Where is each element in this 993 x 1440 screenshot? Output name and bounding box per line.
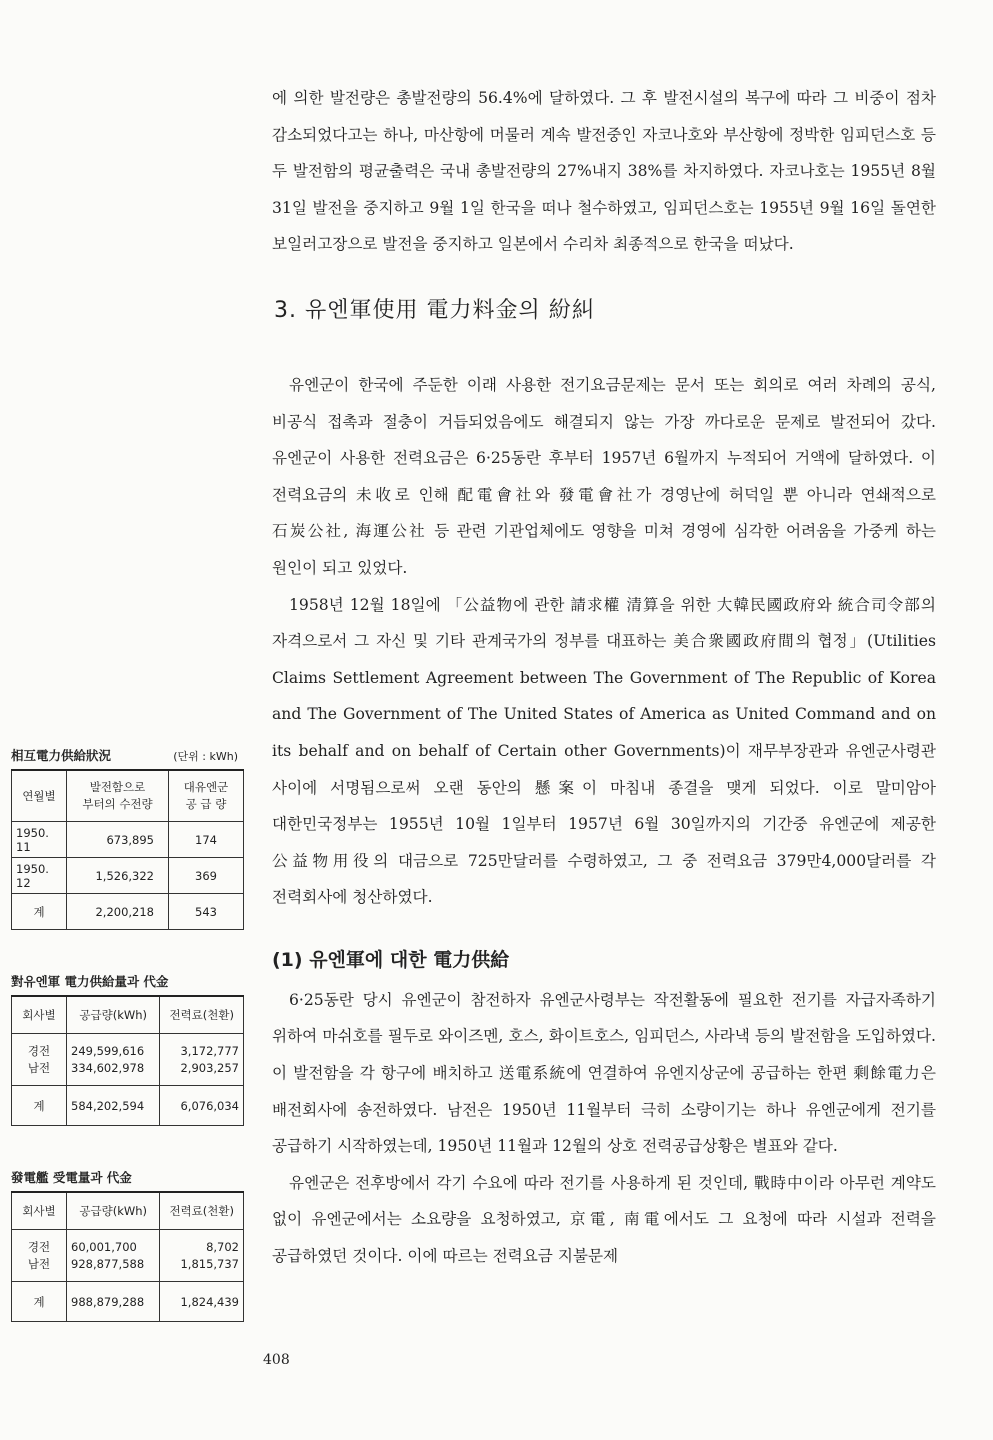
subsection-title: (1) 유엔軍에 대한 電力供給 bbox=[272, 948, 510, 971]
table-cell: 543 bbox=[169, 894, 244, 930]
header-cell: 전력료(천환) bbox=[160, 1192, 244, 1230]
table-cell: 1,824,439 bbox=[160, 1282, 244, 1322]
table-cell: 1,526,322 bbox=[67, 858, 169, 894]
table-cell: 계 bbox=[12, 894, 67, 930]
table-row bbox=[12, 1230, 244, 1282]
section-title: 3. 유엔軍使用 電力料金의 紛糾 bbox=[274, 297, 595, 323]
header-cell: 회사별 bbox=[12, 1192, 67, 1230]
main-text-column bbox=[272, 80, 936, 1275]
table-cell: 1950. 12 bbox=[12, 858, 67, 894]
fee-value: 1,815,737 bbox=[180, 1256, 239, 1271]
table-row bbox=[12, 894, 244, 930]
table-cell: 계 bbox=[12, 1282, 67, 1322]
table-1-title: 相互電力供給狀況 bbox=[11, 748, 112, 763]
table-row bbox=[12, 858, 244, 894]
company-name: 경전 bbox=[27, 1043, 51, 1058]
supply-value: 928,877,588 bbox=[71, 1256, 145, 1271]
table-row bbox=[12, 1086, 244, 1126]
table-3-caption bbox=[11, 1168, 244, 1186]
table-cell: 988,879,288 bbox=[67, 1282, 160, 1322]
header-cell: 공급량(kWh) bbox=[67, 1192, 160, 1230]
table-cell bbox=[67, 1034, 160, 1086]
table-cell bbox=[160, 1230, 244, 1282]
side-table-2 bbox=[11, 972, 244, 1126]
table-2-caption bbox=[11, 972, 244, 990]
table-row bbox=[12, 1282, 244, 1322]
table-2 bbox=[11, 995, 244, 1126]
table-cell: 369 bbox=[169, 858, 244, 894]
supply-value: 334,602,978 bbox=[71, 1060, 145, 1075]
header-line: 부터의 수전량 bbox=[82, 797, 153, 811]
table-row bbox=[12, 1034, 244, 1086]
table-cell bbox=[67, 1230, 160, 1282]
table-header-row bbox=[12, 770, 244, 822]
table-cell bbox=[160, 1034, 244, 1086]
paragraph-5: 유엔군은 전후방에서 각기 수요에 따라 전기를 사용하게 된 것인데, 戰時中이라 아무런 계약도 없이 유엔군에서는 소요량을 요청하였고, 京電, 南電에서도 그 요청에 따라 시설과 전력을 공급하였던 것이다. 이에 따르는 전력요금 지불문제 bbox=[272, 1173, 936, 1266]
side-table-1 bbox=[11, 746, 244, 930]
table-cell: 계 bbox=[12, 1086, 67, 1126]
side-table-3 bbox=[11, 1168, 244, 1322]
page-number: 408 bbox=[263, 1352, 290, 1368]
table-header-row bbox=[12, 1192, 244, 1230]
table-3-title: 發電艦 受電量과 代金 bbox=[11, 1170, 132, 1185]
table-cell: 584,202,594 bbox=[67, 1086, 160, 1126]
table-cell: 2,200,218 bbox=[67, 894, 169, 930]
paragraph-3: 1958년 12월 18일에 「公益物에 관한 請求權 清算을 위한 大韓民國政府와 統合司令部의 자격으로서 그 자신 및 기타 관계국가의 정부를 대표하는 美合衆國政府間의 협정」(Utilities Claims Settlement Agreement between The Government of The Republic of Korea and The Government of The United States of America as United Command and on its behalf and on behalf of Certain other Governments)이 재무부장관과 유엔군사령관 사이에 서명됨으로써 오랜 동안의 懸案이 마침내 종결을 맺게 되었다. 이로 말미암아 대한민국정부는 1955년 10월 1일부터 1957년 6월 30일까지의 기간중 유엔군에 제공한 公益物用役의 대금으로 725만달러를 수령하였고, 그 중 전력요금 379만4,000달러를 각 전력회사에 청산하였다. bbox=[272, 595, 936, 907]
table-2-title: 對유엔軍 電力供給量과 代金 bbox=[11, 974, 169, 989]
paragraph-1: 에 의한 발전량은 총발전량의 56.4%에 달하였다. 그 후 발전시설의 복구에 따라 그 비중이 점차 감소되었다고는 하나, 마산항에 머물러 계속 발전중인 자코나호와 부산항에 정박한 임피던스호 등 두 발전함의 평균출력은 국내 총발전량의 27%내지 38%를 차지하였다. 자코나호는 1955년 8월 31일 발전을 중지하고 9월 1일 한국을 떠나 철수하였고, 임피던스호는 1955년 9월 16일 돌연한 보일러고장으로 발전을 중지하고 일본에서 수리차 최종적으로 한국을 떠났다. bbox=[272, 89, 936, 254]
header-cell bbox=[169, 770, 244, 822]
fee-value: 3,172,777 bbox=[180, 1043, 239, 1058]
header-line: 발전함으로 bbox=[89, 780, 146, 794]
header-line: 대유엔군 bbox=[183, 780, 229, 794]
table-3 bbox=[11, 1191, 244, 1322]
table-cell bbox=[12, 1230, 67, 1282]
table-1-unit: (단위 : kWh) bbox=[173, 750, 238, 763]
header-cell: 연월별 bbox=[12, 770, 67, 822]
company-name: 남전 bbox=[27, 1060, 51, 1075]
paragraph-2: 유엔군이 한국에 주둔한 이래 사용한 전기요금문제는 문서 또는 회의로 여러 차례의 공식, 비공식 접촉과 절충이 거듭되었음에도 해결되지 않는 가장 까다로운 문제로 발전되어 갔다. 유엔군이 사용한 전력요금은 6·25동란 후부터 1957년 6월까지 누적되어 거액에 달하였다. 이 전력요금의 未收로 인해 配電會社와 發電會社가 경영난에 허덕일 뿐 아니라 연쇄적으로 石炭公社, 海運公社 등 관련 기관업체에도 영향을 미쳐 경영에 심각한 어려움을 가중케 하는 원인이 되고 있었다. bbox=[272, 375, 936, 577]
header-cell bbox=[67, 770, 169, 822]
header-line: 공 급 량 bbox=[185, 797, 227, 811]
company-name: 남전 bbox=[27, 1256, 51, 1271]
table-header-row bbox=[12, 996, 244, 1034]
supply-value: 60,001,700 bbox=[71, 1239, 137, 1254]
company-name: 경전 bbox=[27, 1239, 51, 1254]
table-cell: 1950. 11 bbox=[12, 822, 67, 858]
header-cell: 전력료(천환) bbox=[160, 996, 244, 1034]
paragraph-4: 6·25동란 당시 유엔군이 참전하자 유엔군사령부는 작전활동에 필요한 전기를 자급자족하기 위하여 마쉬호를 필두로 와이즈멘, 호스, 화이트호스, 임피던스, 사라낵 등의 발전함을 도입하였다. 이 발전함을 각 항구에 배치하고 送電系統에 연결하여 유엔지상군에 공급하는 한편 剩餘電力은 배전회사에 송전하였다. 남전은 1950년 11월부터 극히 소량이기는 하나 유엔군에게 전기를 공급하기 시작하였는데, 1950년 11월과 12월의 상호 전력공급상황은 별표와 같다. bbox=[272, 990, 936, 1156]
table-1-caption bbox=[11, 746, 244, 764]
fee-value: 8,702 bbox=[206, 1239, 239, 1254]
table-cell: 673,895 bbox=[67, 822, 169, 858]
table-cell bbox=[12, 1034, 67, 1086]
table-cell: 174 bbox=[169, 822, 244, 858]
supply-value: 249,599,616 bbox=[71, 1043, 145, 1058]
header-cell: 공급량(kWh) bbox=[67, 996, 160, 1034]
table-1 bbox=[11, 769, 244, 930]
table-row bbox=[12, 822, 244, 858]
header-cell: 회사별 bbox=[12, 996, 67, 1034]
table-cell: 6,076,034 bbox=[160, 1086, 244, 1126]
fee-value: 2,903,257 bbox=[180, 1060, 239, 1075]
